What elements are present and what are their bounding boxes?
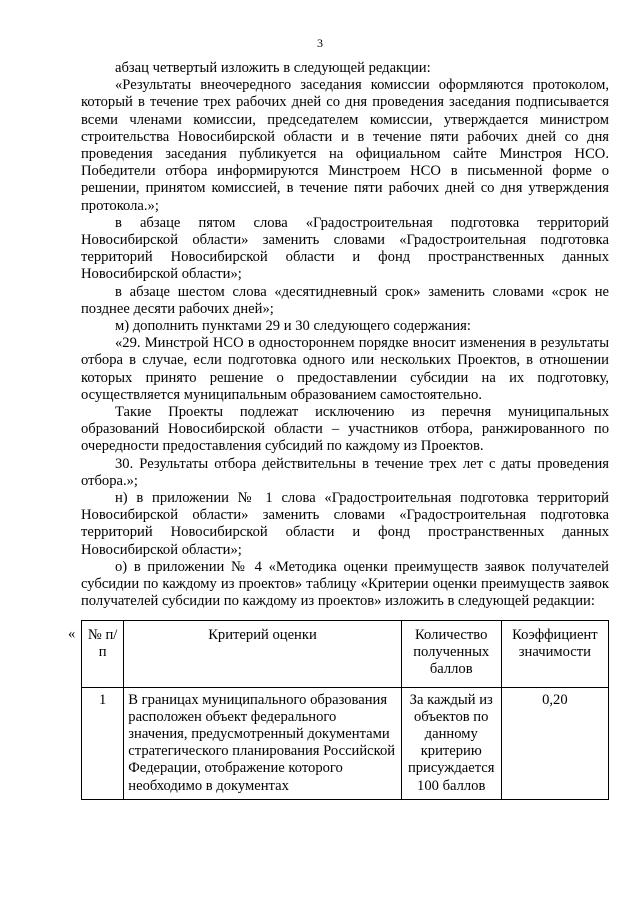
paragraph: о) в приложении № 4 «Методика оценки преимуществ заявок получателей субсидии по каждому из проектов» таблицу «Критерии оценки преимуществ заявок получателей субсидии по каждому из проектов» изложить в следующей редакции:: [81, 558, 609, 610]
table-header-row: [82, 621, 609, 688]
paragraph: 30. Результаты отбора действительны в течение трех лет с даты проведения отбора.»;: [81, 455, 609, 489]
paragraph: в абзаце пятом слова «Градостроительная подготовка территорий Новосибирской области» заменить словами «Градостроительная подготовка территорий Новосибирской области и фонд пространственных данных Новосибирской области»;: [81, 214, 609, 283]
row-coefficient: 0,20: [501, 687, 608, 799]
header-criterion: Критерий оценки: [124, 621, 401, 688]
row-points: За каждый из объектов по данному критерию присуждается 100 баллов: [401, 687, 501, 799]
table-open-quote: «: [68, 626, 76, 642]
paragraph: Такие Проекты подлежат исключению из перечня муниципальных образований Новосибирской области – участников отбора, ранжированного по очередности предоставления субсидий по каждому из Проектов.: [81, 404, 609, 455]
paragraph: в абзаце шестом слова «десятидневный срок» заменить словами «срок не позднее десяти рабочих дней»;: [81, 283, 609, 317]
row-criterion: В границах муниципального образования расположен объект федерального значения, предусмотренный документами стратегического планирования Российской Федерации, отображение которого необходимо в документах: [124, 687, 401, 799]
criteria-table: [81, 620, 609, 800]
paragraph: «Результаты внеочередного заседания комиссии оформляются протоколом, который в течение трех рабочих дней со дня проведения заседания подписывается всеми членами комиссии, председателем комиссии, утверждается министром строительства Новосибирской области и в течение пяти рабочих дней со дня проведения заседания публикуется на официальном сайте Минстроя НСО. Победители отбора информируются Минстроем НСО в письменной форме о решении, принятом комиссией, в течение пяти рабочих дней со дня утверждения протокола.»;: [81, 77, 609, 214]
paragraph: н) в приложении № 1 слова «Градостроительная подготовка территорий Новосибирской области» заменить словами «Градостроительная подготовка территорий Новосибирской области и фонд пространственных данных Новосибирской области»;: [81, 490, 609, 558]
paragraph: абзац четвертый изложить в следующей редакции:: [115, 60, 431, 76]
header-points: Количество полученных баллов: [401, 621, 501, 688]
header-number: № п/п: [82, 621, 124, 688]
page-number: 3: [317, 36, 323, 50]
paragraph: м) дополнить пунктами 29 и 30 следующего содержания:: [115, 318, 471, 335]
row-number: 1: [82, 687, 124, 799]
paragraph: «29. Минстрой НСО в одностороннем порядке вносит изменения в результаты отбора в случае, если подготовка одного или нескольких Проектов, в отношении которых принято решение о предоставлении субсидии на их подготовку, осуществляется муниципальным образованием самостоятельно.: [81, 335, 609, 403]
header-coefficient: Коэффициент значимости: [501, 621, 608, 688]
table-row: [82, 687, 609, 799]
document-body: [81, 60, 609, 611]
